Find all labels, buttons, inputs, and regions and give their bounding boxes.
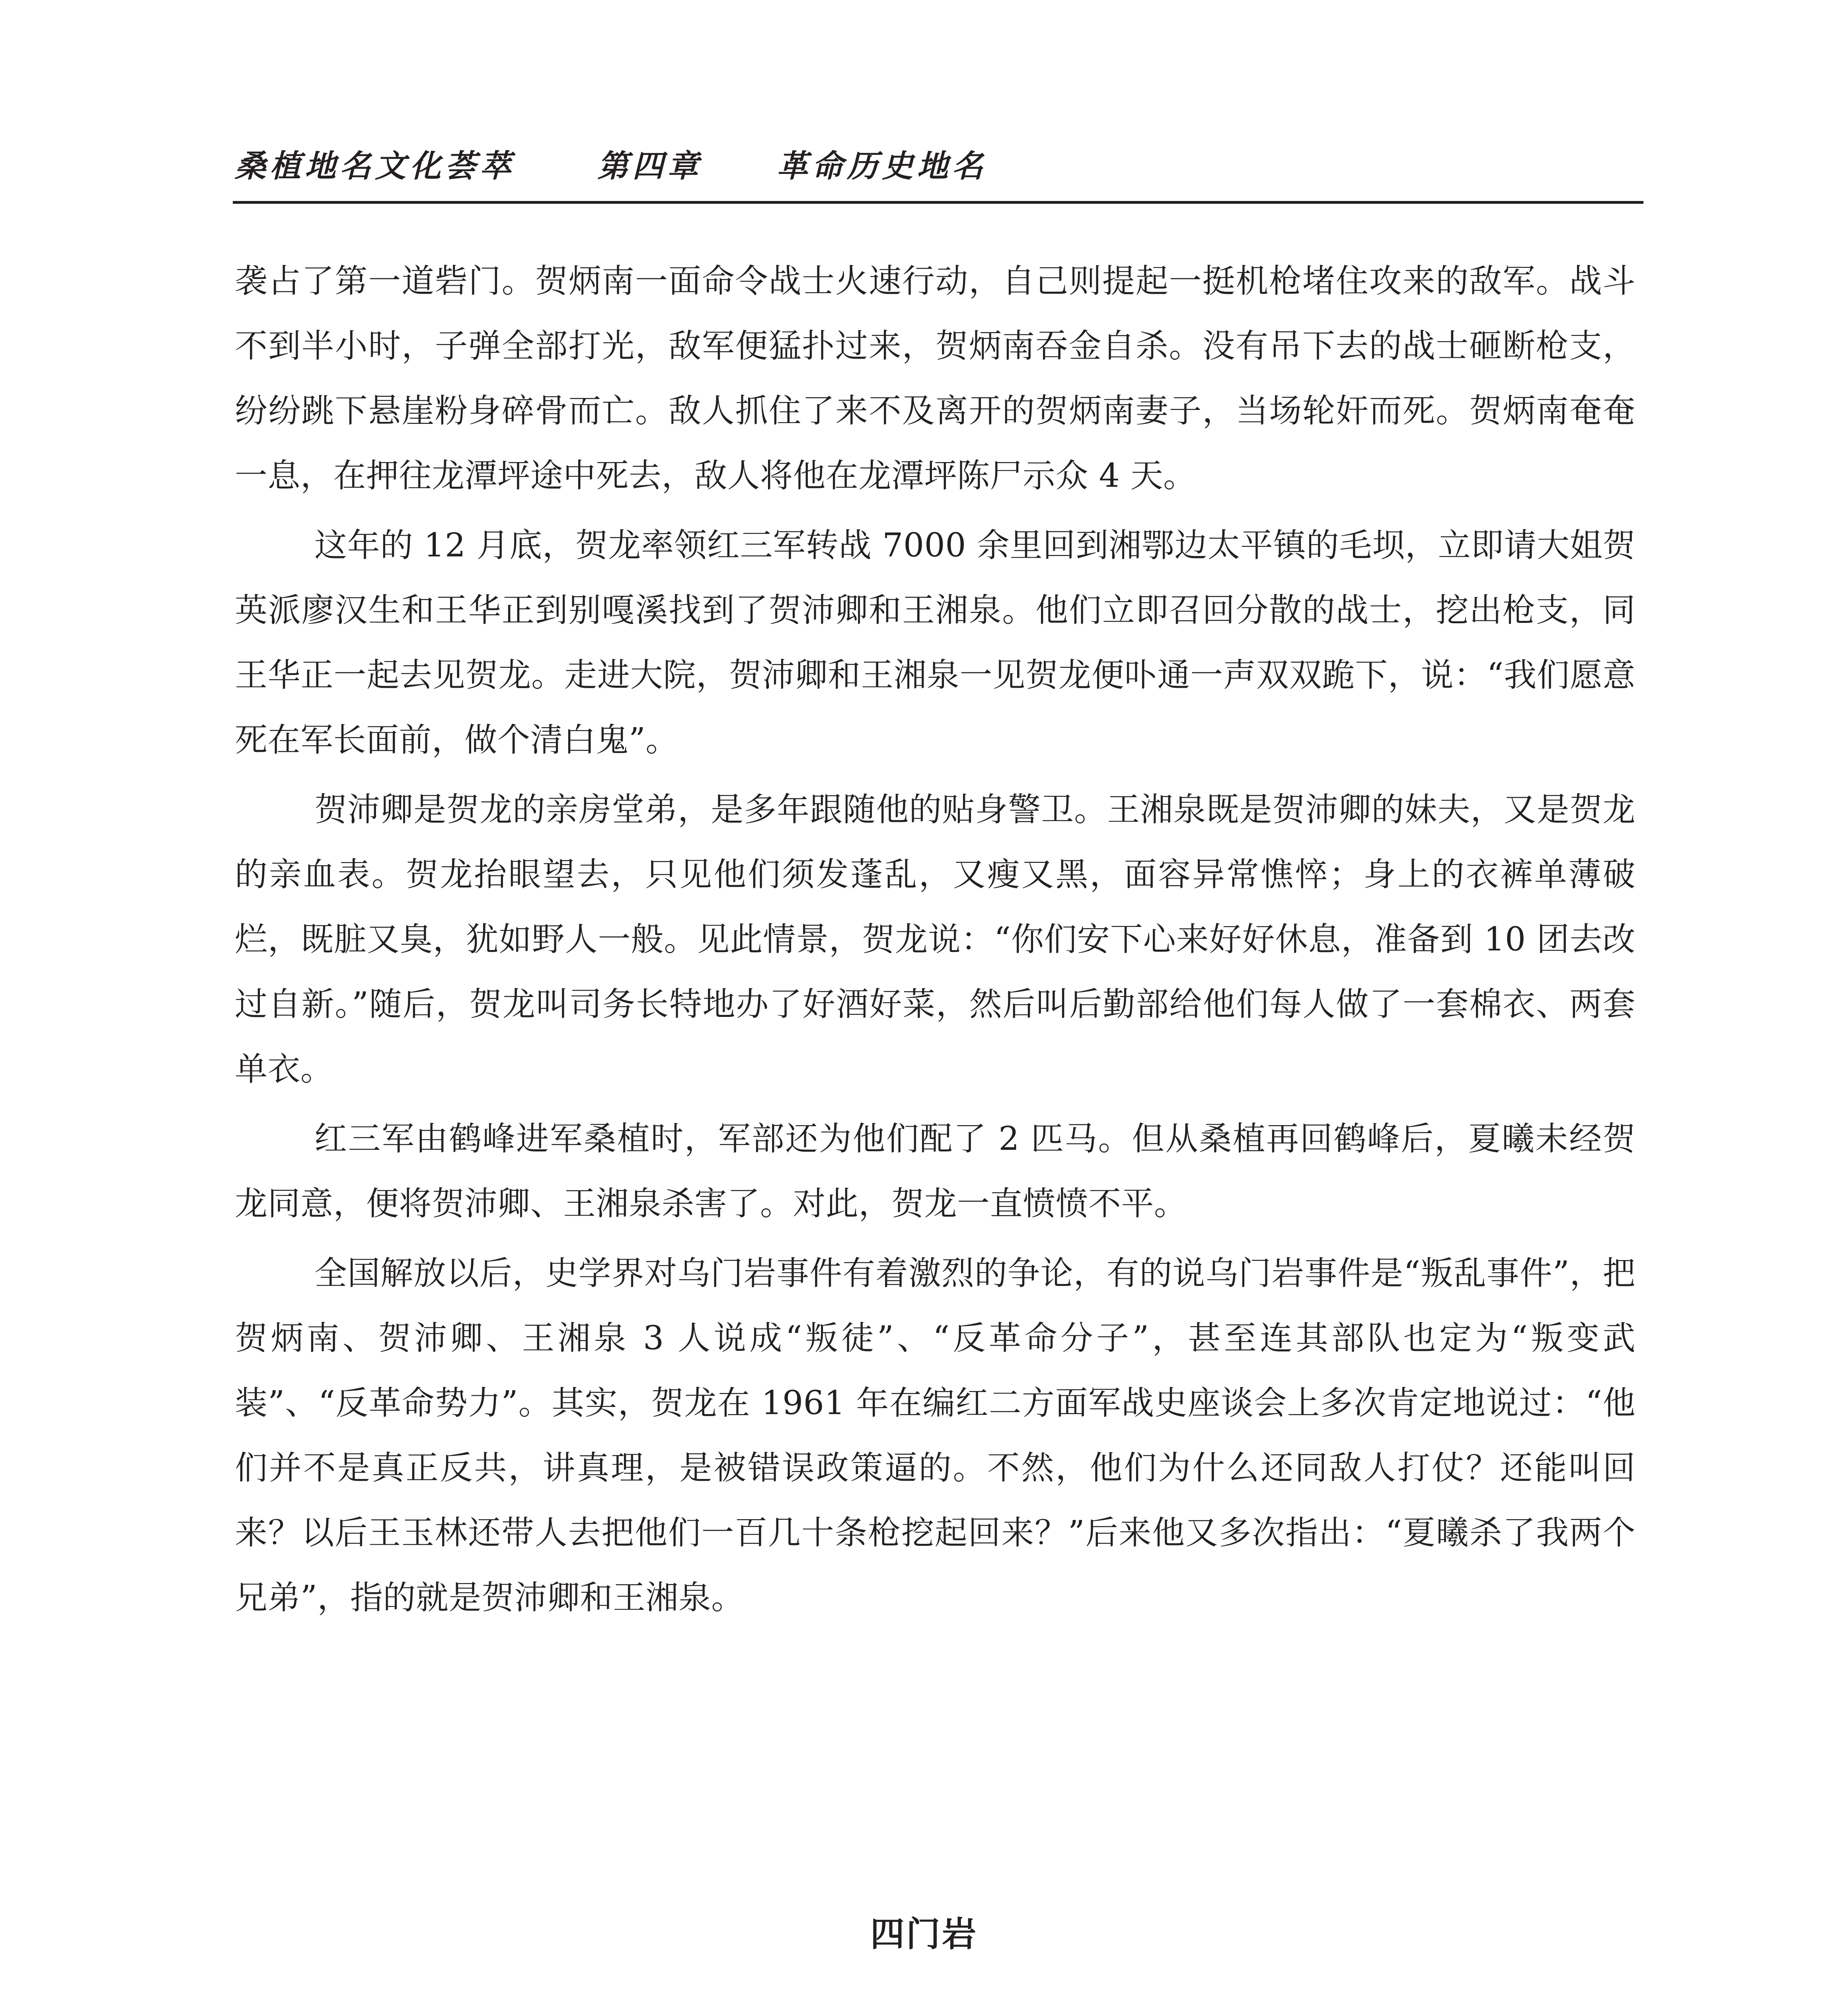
chapter-label: 第四章 xyxy=(597,148,703,184)
paragraph: 这年的 12 月底，贺龙率领红三军转战 7000 余里回到湘鄂边太平镇的毛坝，立即请大姐贺英派廖汉生和王华正到别嘎溪找到了贺沛卿和王湘泉。他们立即召回分散的战士，挖出枪支，同王华正一起去见贺龙。走进大院，贺沛卿和王湘泉一见贺龙便卟通一声双双跪下，说：“我们愿意死在军长面前，做个清白鬼”。 xyxy=(235,527,1636,759)
paragraph: 袭占了第一道砦门。贺炳南一面命令战士火速行动，自己则提起一挺机枪堵住攻来的敌军。战斗不到半小时，子弹全部打光，敌军便猛扑过来，贺炳南吞金自杀。没有吊下去的战士砸断枪支，纷纷跳下悬崖粉身碎骨而亡。敌人抓住了来不及离开的贺炳南妻子，当场轮奸而死。贺炳南奄奄一息，在押往龙潭坪途中死去，敌人将他在龙潭坪陈尸示众 4 天。 xyxy=(235,262,1636,495)
book-title: 桑植地名文化荟萃 xyxy=(235,148,515,184)
paragraph: 全国解放以后，史学界对乌门岩事件有着激烈的争论，有的说乌门岩事件是“叛乱事件”，把贺炳南、贺沛卿、王湘泉 3 人说成“叛徒”、“反革命分子”，甚至连其部队也定为“叛变武装”、“反革命势力”。其实，贺龙在 1961 年在编红二方面军战史座谈会上多次肯定地说过：“他们并不是真正反共，讲真理，是被错误政策逼的。不然，他们为什么还同敌人打仗？还能叫回来？以后王玉林还带人去把他们一百几十条枪挖起回来？”后来他又多次指出：“夏曦杀了我两个兄弟”，指的就是贺沛卿和王湘泉。 xyxy=(235,1254,1636,1617)
paragraph: 贺沛卿是贺龙的亲房堂弟，是多年跟随他的贴身警卫。王湘泉既是贺沛卿的妹夫，又是贺龙的亲血表。贺龙抬眼望去，只见他们须发蓬乱，又瘦又黑，面容异常憔悴；身上的衣裤单薄破烂，既脏又臭，犹如野人一般。见此情景，贺龙说：“你们安下心来好好休息，准备到 10 团去改过自新。”随后，贺龙叫司务长特地办了好酒好菜，然后叫后勤部给他们每人做了一套棉衣、两套单衣。 xyxy=(235,791,1636,1088)
section-heading: 四门岩 xyxy=(870,1914,978,1954)
section-label: 革命历史地名 xyxy=(777,148,987,184)
header-divider xyxy=(233,201,1643,204)
main-text xyxy=(235,249,1636,1635)
running-header xyxy=(235,141,987,186)
paragraph: 红三军由鹤峰进军桑植时，军部还为他们配了 2 匹马。但从桑植再回鹤峰后，夏曦未经贺龙同意，便将贺沛卿、王湘泉杀害了。对此，贺龙一直愤愤不平。 xyxy=(235,1120,1636,1223)
